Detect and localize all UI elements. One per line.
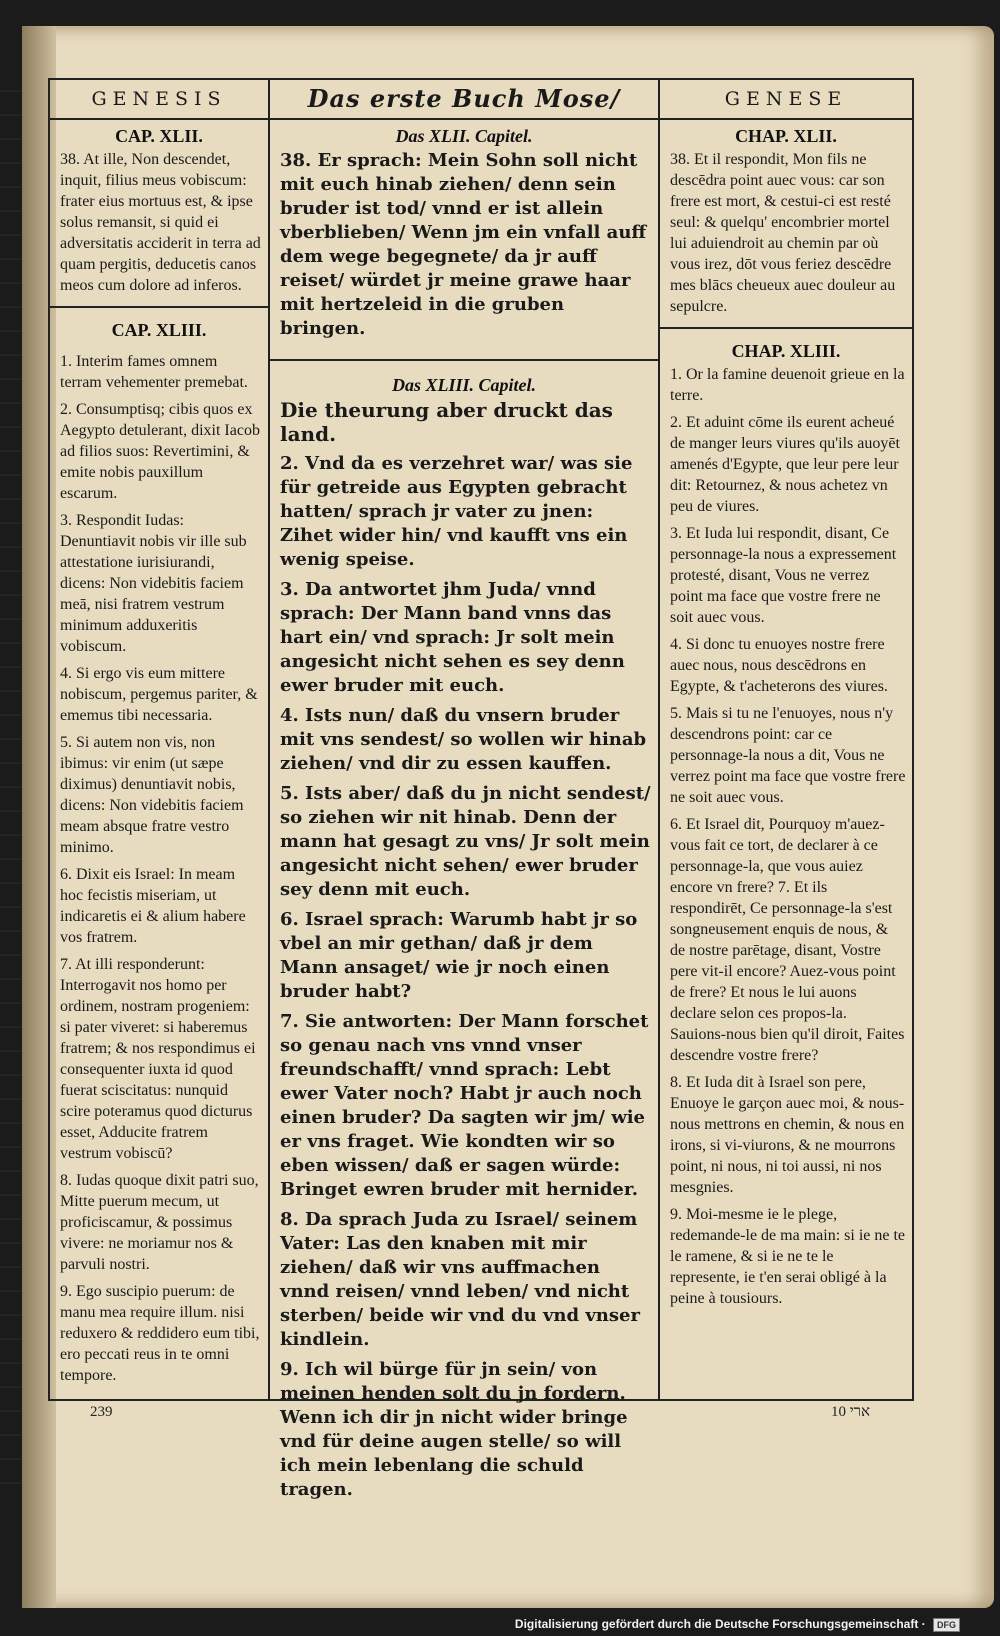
french-verses (660, 364, 912, 1309)
german-chapter-42-text: 38. Er sprach: Mein Sohn soll nicht mit euch hinab ziehen/ denn sein bruder ist tod/ vnnd er ist allein vberblieben/ Wenn jm ein vnfall auff dem wege begegnete/ da jr auff reiset/ würdet jr meine grawe haar mit hertzeleid in die gruben bringen. (280, 150, 647, 339)
french-column (660, 80, 912, 1399)
latin-chapter-42-text: 38. At ille, Non descendet, inquit, filius meus vobiscum: frater eius mortuus est, & ipse solus remansit, si quid ei adversitatis acciderit in terra ad quam pergitis, deducetis canos meos cum dolore ad inferos. (60, 151, 261, 294)
german-verse: 3. Da antwortet jhm Juda/ vnnd sprach: Der Mann band vnns das hart ein/ vnd sprach: Jr solt mein angesicht nicht sehen es sey denn ewer bruder mit euch. (280, 579, 625, 696)
french-chapter-43-title: CHAP. XLIII. (731, 341, 841, 361)
column-divider (660, 327, 912, 329)
digitization-credit (515, 1617, 960, 1632)
latin-verse: 5. Si autem non vis, non ibimus: vir enim (ut sæpe diximus) denuntiavit nobis, dicens: Non videbitis faciem meam absque fratre vestro minimo. (60, 734, 244, 856)
latin-column (50, 80, 270, 1399)
column-divider (270, 359, 658, 361)
signature-mark: ארי 10 (830, 1404, 870, 1420)
latin-header: GENESIS (50, 80, 268, 120)
latin-verse: 2. Consumptisq; cibis quos ex Aegypto detulerant, dixit Iacob ad filios suos: Revertimini, & emite nobis pauxillum escarum. (60, 401, 260, 502)
french-verse: 8. Et Iuda dit à Israel son pere, Enuoye le garçon auec moi, & nous-nous mettrons en chemin, & nous en irons, si vi-viurons, & ne mourrons point, ni nous, ni toi aussi, ni nos mesgnies. (670, 1074, 905, 1196)
latin-verse: 1. Interim fames omnem terram vehementer premebat. (60, 353, 248, 391)
latin-chapter-42-title: CAP. XLII. (115, 126, 203, 146)
french-verse: 2. Et aduint cōme ils eurent acheué de manger leurs viures qu'ils auoyēt amenés d'Egypte, que leur pere leur dit: Retournez, & nous achetez vn peu de viures. (670, 414, 900, 515)
latin-verse: 4. Si ergo vis eum mittere nobiscum, pergemus pariter, & ememus tibi necessaria. (60, 665, 258, 724)
page-number: 239 (90, 1404, 113, 1420)
latin-verse: 9. Ego suscipio puerum: de manu mea require illum. nisi reduxero & reddidero eum tibi, ero peccati reus in te omni tempore. (60, 1283, 260, 1384)
german-verse: 8. Da sprach Juda zu Israel/ seinem Vater: Las den knaben mit mir ziehen/ daß wir vns auffmachen vnnd reisen/ vnnd leben/ vnd nicht sterben/ beide wir vnd du vnd vnser kindlein. (280, 1209, 640, 1350)
german-verse: 4. Ists nun/ daß du vnsern bruder mit vns sendest/ so wollen wir hinab ziehen/ vnd dir zu essen kauffen. (280, 705, 647, 774)
french-verse: 4. Si donc tu enuoyes nostre frere auec nous, nous descēdrons en Egypte, & t'acheterons des viures. (670, 636, 888, 695)
german-verse: 6. Israel sprach: Warumb habt jr so vbel an mir gethan/ daß jr dem Mann ansaget/ wie jr noch einen bruder habt? (280, 909, 638, 1002)
german-chapter-42-title: Das XLII. Capitel. (395, 126, 533, 146)
latin-verses (50, 351, 268, 1386)
latin-chapter-43-title: CAP. XLIII. (111, 320, 207, 340)
german-verse: 5. Ists aber/ daß du jn nicht sendest/ so ziehen wir nit hinab. Denn der mann hat gesagt zu vns/ Jr solt mein angesicht nicht sehen/ ewer bruder sey denn mit euch. (280, 783, 651, 900)
column-divider (50, 306, 268, 308)
french-chapter-42-text: 38. Et il respondit, Mon fils ne descēdra point auec vous: car son frere est mort, & cestui-ci est resté seul: & quelqu' encombrier mortel lui aduiendroit au chemin par où vous irez, dōt vous feriez descēdre mes blācs cheueux auec douleur au sepulcre. (670, 151, 896, 315)
latin-verse: 7. At illi responderunt: Interrogavit nos homo per ordinem, nostram progeniem: si pater viveret: si haberemus fratrem; & nos respondimus ei consequenter iuxta id quod fuerat sciscitatus: nunquid scire poteramus quod dicturus esset, Adducite fratrem vestrum vobiscū? (60, 956, 256, 1162)
german-column (270, 80, 660, 1500)
adjacent-page-edge (0, 90, 22, 1490)
german-header: Das erste Buch Mose/ (270, 80, 658, 120)
german-verse: 2. Vnd da es verzehret war/ was sie für getreide aus Egypten gebracht hatten/ sprach jr vater zu jnen: Zihet wider hin/ vnd kaufft vns ein wenig speise. (280, 453, 633, 570)
french-verse: 6. Et Israel dit, Pourquoy m'auez-vous fait ce tort, de declarer à ce personnage-la, que vous auiez encore vn frere? 7. Et ils respondirēt, Ce personnage-la s'est songneusement enquis de nous, & de nostre parētage, disant, Vostre pere vit-il encore? Auez-vous point de frere? Et nous le lui auons declare selon ces propos-la. Sauions-nous bien qu'il diroit, Faites descendre vostre frere? (670, 816, 905, 1064)
latin-verse: 8. Iudas quoque dixit patri suo, Mitte puerum mecum, ut proficiscamur, & possimus vivere: ne moriamur nos & parvuli nostri. (60, 1172, 259, 1273)
french-verse: 3. Et Iuda lui respondit, disant, Ce personnage-la nous a expressement protesté, disant, Vous ne verrez point ma face que vostre frere ne soit auec vous. (670, 525, 897, 626)
french-header: GENESE (660, 80, 912, 120)
latin-verse: 6. Dixit eis Israel: In meam hoc fecistis miseriam, ut indicaretis ei & alium habere vos fratrem. (60, 866, 246, 946)
german-verse: 9. Ich wil bürge für jn sein/ von meinen henden solt du jn fordern. Wenn ich dir jn nicht wider bringe vnd für deine augen stelle/ so will ich mein lebenlang die schuld tragen. (280, 1359, 628, 1500)
latin-verse: 3. Respondit Iudas: Denuntiavit nobis vir ille sub attestatione iurisiurandi, dicens: Non videbitis faciem meā, nisi fratrem vestrum minimum adduxeritis vobiscum. (60, 512, 247, 655)
german-verse: Die theurung aber druckt das land. (280, 398, 613, 446)
french-chapter-42-title: CHAP. XLII. (735, 126, 837, 146)
french-verse: 1. Or la famine deuenoit grieue en la terre. (670, 366, 905, 404)
german-verses (270, 398, 658, 1502)
dfg-logo: DFG (933, 1618, 960, 1632)
french-verse: 9. Moi-mesme ie le plege, redemande-le de ma main: si ie ne te le ramene, & si ie ne te le represente, ie t'en serai obligé à la peine à tousiours. (670, 1206, 906, 1307)
french-verse: 5. Mais si tu ne l'enuoyes, nous n'y descendrons point: car ce personnage-la nous a dit, Vous ne verrez point ma face que vostre frere ne soit auec vous. (670, 705, 906, 806)
german-chapter-43-title: Das XLIII. Capitel. (391, 375, 537, 395)
german-verse: 7. Sie antworten: Der Mann forschet so genau nach vns vnnd vnser freundschafft/ vnnd sprach: Lebt ewer Vater noch? Habt jr auch noch einen bruder? Da sagten wir jm/ wie er vns fraget. Wie kondten wir so eben wissen/ daß er sagen würde: Bringet ewren bruder mit hernider. (280, 1011, 649, 1200)
credit-text: Digitalisierung gefördert durch die Deutsche Forschungsgemeinschaft · (514, 1617, 926, 1631)
page-footer (90, 1404, 870, 1430)
